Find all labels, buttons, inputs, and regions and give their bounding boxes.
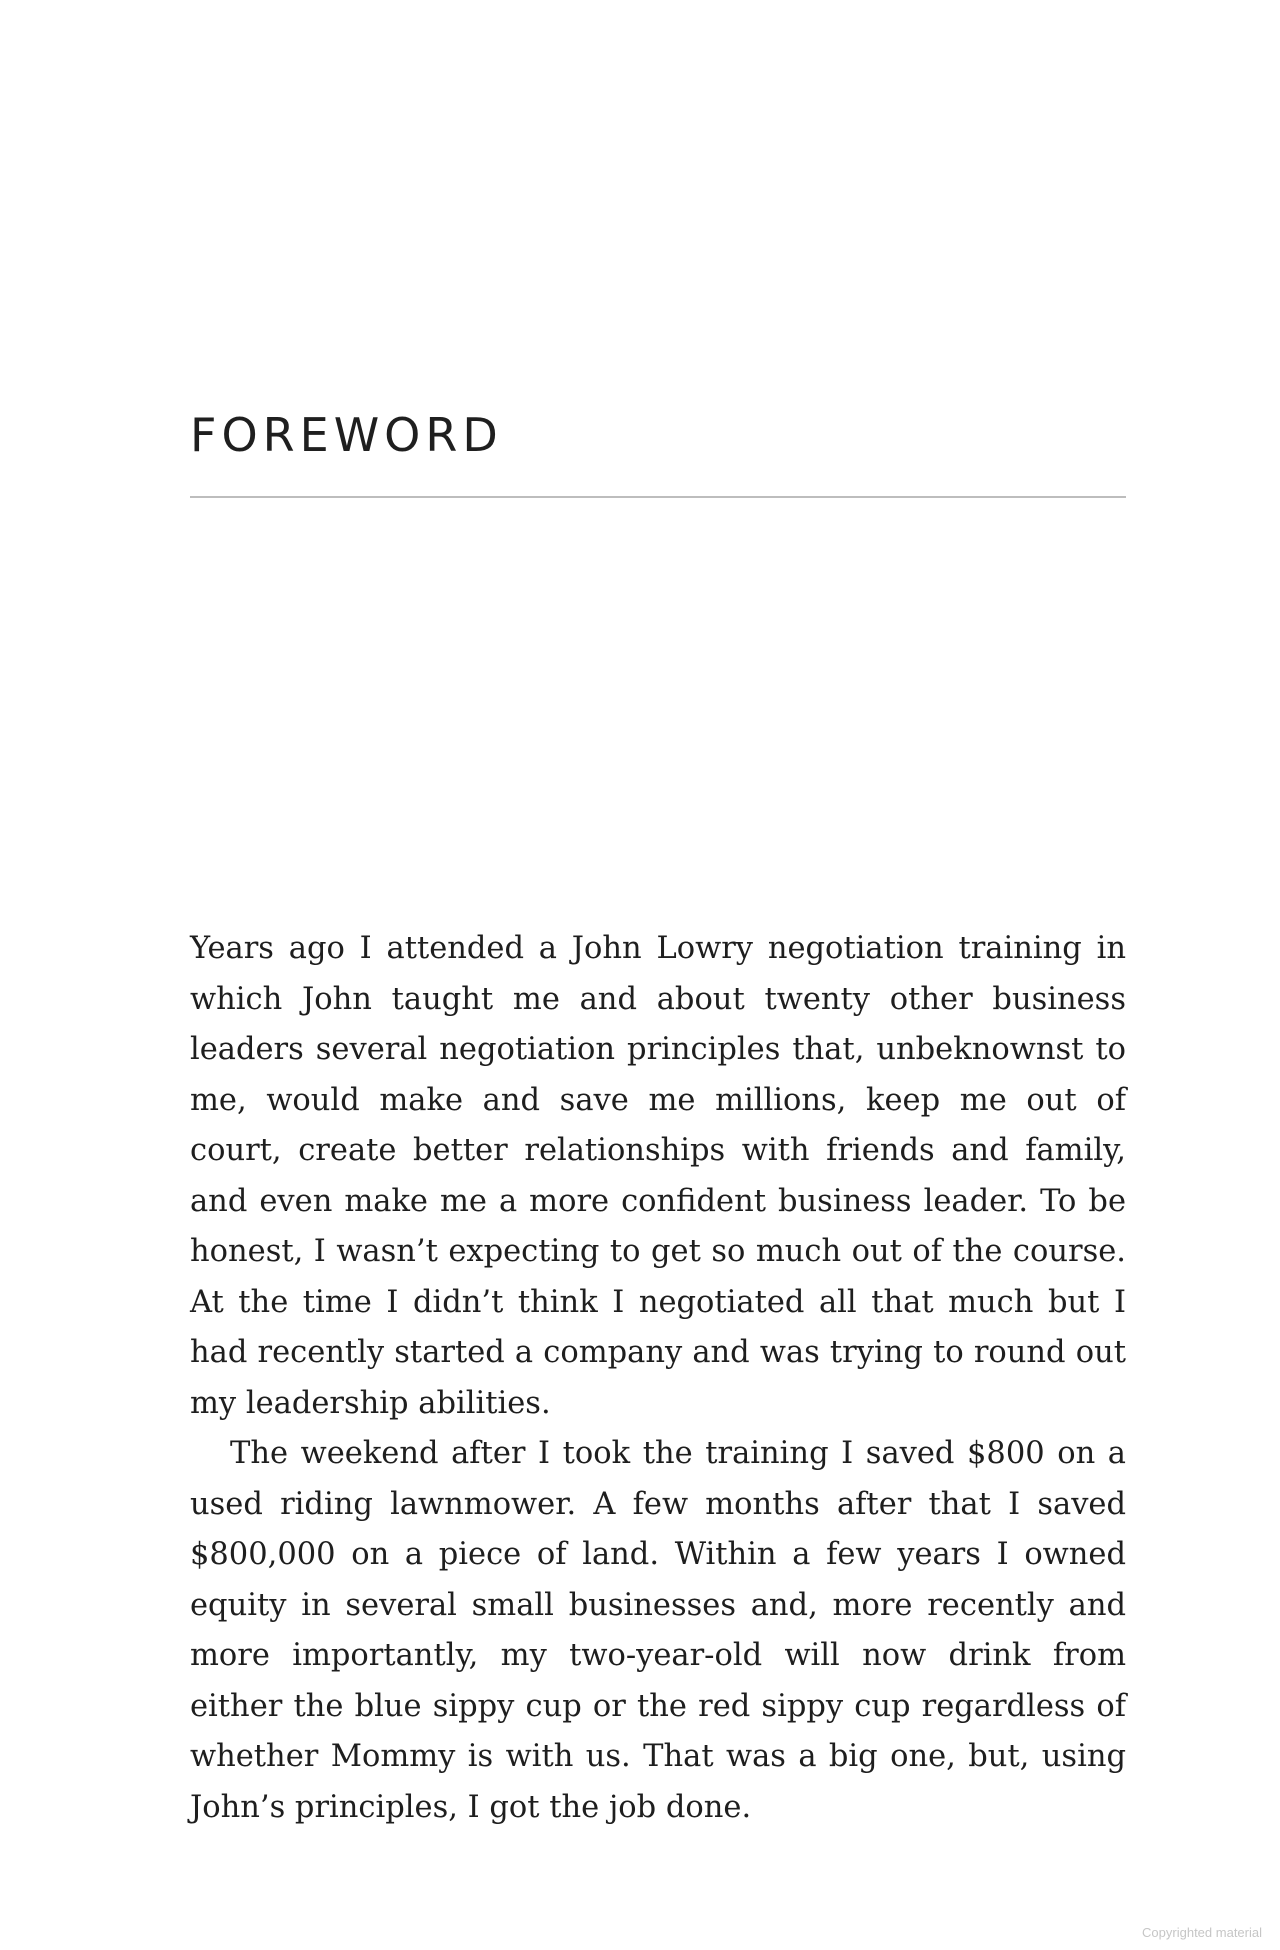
title-divider	[190, 496, 1126, 498]
paragraph-1: Years ago I attended a John Lowry negotiation training in which John taught me and about twenty other business leaders several negotiation principles that, unbeknownst to me, would make and save me millions, keep me out of court, create better relationships with friends and family, and even make me a more confident business leader. To be honest, I wasn’t expecting to get so much out of the course. At the time I didn’t think I negotiated all that much but I had recently started a company and was trying to round out my leadership abilities.	[190, 931, 1126, 1421]
chapter-title: FOREWORD	[190, 408, 503, 462]
body-text	[190, 924, 1126, 1833]
copyright-watermark: Copyrighted material	[1142, 1925, 1262, 1940]
paragraph-2: The weekend after I took the training I saved $800 on a used riding lawnmower. A few months after that I saved $800,000 on a piece of land. Within a few years I owned equity in several small businesses and, more recently and more importantly, my two-year-old will now drink from either the blue sippy cup or the red sippy cup regardless of whether Mommy is with us. That was a big one, but, using John’s principles, I got the job done.	[190, 1436, 1126, 1825]
